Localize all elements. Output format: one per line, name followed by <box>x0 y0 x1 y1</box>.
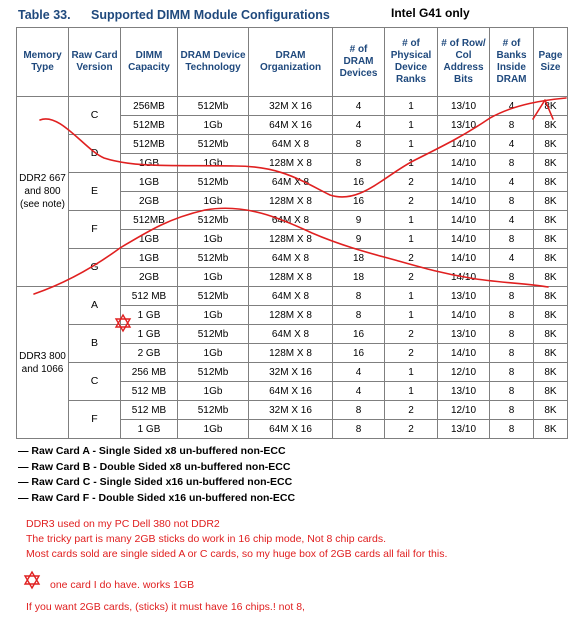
table-cell: 1Gb <box>178 382 249 401</box>
table-cell: 512 MB <box>121 401 178 420</box>
table-cell: 8K <box>534 420 568 439</box>
star-note: one card I do have. works 1GB <box>50 579 195 591</box>
table-cell: 4 <box>490 249 534 268</box>
table-cell: 8 <box>490 344 534 363</box>
table-cell: 1Gb <box>178 230 249 249</box>
final-note: If you want 2GB cards, (sticks) it must have 16 chips.! not 8, <box>26 601 305 613</box>
table-cell: 1GB <box>121 249 178 268</box>
raw-card-cell: F <box>69 211 121 249</box>
table-cell: 1 <box>385 211 438 230</box>
raw-card-cell: D <box>69 135 121 173</box>
table-cell: 14/10 <box>438 268 490 287</box>
legend-item: — Raw Card B - Double Sided x8 un-buffered non-ECC <box>18 460 291 473</box>
table-title: Supported DIMM Module Configurations <box>91 8 330 22</box>
table-cell: 1Gb <box>178 116 249 135</box>
table-cell: 32M X 16 <box>249 363 333 382</box>
table-cell: 128M X 8 <box>249 344 333 363</box>
dimm-config-table <box>16 27 568 439</box>
column-header: Memory Type <box>17 28 69 97</box>
table-row <box>17 173 568 192</box>
table-cell: 64M X 16 <box>249 382 333 401</box>
table-cell: 8 <box>333 306 385 325</box>
table-cell: 32M X 16 <box>249 401 333 420</box>
table-cell: 8 <box>490 325 534 344</box>
table-cell: 1Gb <box>178 154 249 173</box>
column-header: # of Physical Device Ranks <box>385 28 438 97</box>
table-cell: 18 <box>333 249 385 268</box>
table-cell: 8K <box>534 173 568 192</box>
table-cell: 512MB <box>121 211 178 230</box>
table-row <box>17 325 568 344</box>
table-cell: 512Mb <box>178 325 249 344</box>
table-cell: 8 <box>333 287 385 306</box>
table-cell: 13/10 <box>438 325 490 344</box>
table-cell: 4 <box>490 211 534 230</box>
table-cell: 1 <box>385 306 438 325</box>
table-cell: 8 <box>490 420 534 439</box>
table-cell: 8K <box>534 344 568 363</box>
table-cell: 8K <box>534 382 568 401</box>
annotation-line: Most cards sold are single sided A or C cards, so my huge box of 2GB cards all fail for this. <box>26 548 448 560</box>
table-cell: 512Mb <box>178 97 249 116</box>
table-cell: 13/10 <box>438 97 490 116</box>
table-cell: 14/10 <box>438 135 490 154</box>
table-cell: 8K <box>534 306 568 325</box>
table-cell: 13/10 <box>438 116 490 135</box>
table-cell: 2 <box>385 173 438 192</box>
table-cell: 1 <box>385 116 438 135</box>
table-number: Table 33. <box>18 8 71 22</box>
raw-card-cell: E <box>69 173 121 211</box>
table-cell: 2 <box>385 344 438 363</box>
table-cell: 8K <box>534 401 568 420</box>
column-header: DRAM Device Technology <box>178 28 249 97</box>
table-cell: 16 <box>333 325 385 344</box>
table-cell: 512Mb <box>178 287 249 306</box>
table-cell: 128M X 8 <box>249 192 333 211</box>
table-cell: 8K <box>534 192 568 211</box>
table-cell: 1Gb <box>178 306 249 325</box>
table-cell: 2 <box>385 249 438 268</box>
table-cell: 128M X 8 <box>249 154 333 173</box>
table-cell: 14/10 <box>438 154 490 173</box>
table-cell: 8K <box>534 249 568 268</box>
table-cell: 64M X 8 <box>249 287 333 306</box>
table-cell: 13/10 <box>438 382 490 401</box>
table-cell: 512Mb <box>178 173 249 192</box>
memory-type-cell: DDR2 667 and 800 (see note) <box>17 97 69 287</box>
table-cell: 1Gb <box>178 268 249 287</box>
table-cell: 8K <box>534 135 568 154</box>
table-cell: 8K <box>534 97 568 116</box>
table-cell: 13/10 <box>438 420 490 439</box>
table-cell: 8 <box>490 287 534 306</box>
chipset-note: Intel G41 only <box>391 6 470 20</box>
table-cell: 1GB <box>121 230 178 249</box>
table-cell: 16 <box>333 192 385 211</box>
table-cell: 8 <box>333 135 385 154</box>
table-cell: 1 GB <box>121 325 178 344</box>
table-cell: 4 <box>490 97 534 116</box>
table-cell: 1 <box>385 97 438 116</box>
table-cell: 64M X 8 <box>249 325 333 344</box>
table-cell: 1 <box>385 135 438 154</box>
legend-item: — Raw Card F - Double Sided x16 un-buffered non-ECC <box>18 491 296 504</box>
table-cell: 1 <box>385 382 438 401</box>
table-cell: 8 <box>490 382 534 401</box>
table-cell: 8 <box>490 230 534 249</box>
table-cell: 64M X 8 <box>249 249 333 268</box>
table-cell: 1 GB <box>121 306 178 325</box>
table-cell: 8K <box>534 287 568 306</box>
column-header: Page Size <box>534 28 568 97</box>
table-cell: 9 <box>333 211 385 230</box>
table-cell: 1Gb <box>178 344 249 363</box>
table-cell: 128M X 8 <box>249 306 333 325</box>
table-cell: 8K <box>534 325 568 344</box>
column-header: Raw Card Version <box>69 28 121 97</box>
annotation-line: The tricky part is many 2GB sticks do work in 16 chip mode, Not 8 chip cards. <box>26 533 387 545</box>
table-cell: 512Mb <box>178 401 249 420</box>
table-cell: 14/10 <box>438 230 490 249</box>
table-cell: 8 <box>490 192 534 211</box>
table-cell: 64M X 16 <box>249 420 333 439</box>
table-row <box>17 401 568 420</box>
table-cell: 1 GB <box>121 420 178 439</box>
table-cell: 14/10 <box>438 249 490 268</box>
table-cell: 2GB <box>121 268 178 287</box>
memory-type-cell: DDR3 800 and 1066 <box>17 287 69 439</box>
table-row <box>17 135 568 154</box>
table-cell: 13/10 <box>438 287 490 306</box>
table-cell: 512Mb <box>178 363 249 382</box>
table-cell: 1Gb <box>178 420 249 439</box>
annotation-line: DDR3 used on my PC Dell 380 not DDR2 <box>26 518 220 530</box>
table-cell: 14/10 <box>438 173 490 192</box>
table-cell: 4 <box>333 363 385 382</box>
table-cell: 2 <box>385 420 438 439</box>
table-cell: 32M X 16 <box>249 97 333 116</box>
table-cell: 8K <box>534 230 568 249</box>
table-cell: 512Mb <box>178 211 249 230</box>
table-cell: 4 <box>333 382 385 401</box>
column-header: # of DRAM Devices <box>333 28 385 97</box>
table-cell: 16 <box>333 344 385 363</box>
table-cell: 18 <box>333 268 385 287</box>
table-row <box>17 287 568 306</box>
table-cell: 512 MB <box>121 382 178 401</box>
column-header: DIMM Capacity <box>121 28 178 97</box>
table-cell: 512MB <box>121 135 178 154</box>
table-cell: 2 <box>385 268 438 287</box>
table-cell: 128M X 8 <box>249 230 333 249</box>
table-cell: 12/10 <box>438 363 490 382</box>
table-cell: 4 <box>333 116 385 135</box>
annotation-paragraph <box>26 517 447 562</box>
table-cell: 64M X 8 <box>249 173 333 192</box>
table-cell: 1 <box>385 363 438 382</box>
table-cell: 2GB <box>121 192 178 211</box>
legend-item: — Raw Card C - Single Sided x16 un-buffered non-ECC <box>18 476 293 488</box>
table-cell: 14/10 <box>438 306 490 325</box>
table-cell: 1GB <box>121 154 178 173</box>
table-cell: 8 <box>490 363 534 382</box>
table-cell: 1GB <box>121 173 178 192</box>
table-row <box>17 211 568 230</box>
raw-card-cell: A <box>69 287 121 325</box>
table-cell: 256 MB <box>121 363 178 382</box>
star-icon <box>25 576 39 588</box>
table-cell: 4 <box>490 173 534 192</box>
table-row <box>17 363 568 382</box>
table-cell: 256MB <box>121 97 178 116</box>
table-cell: 8K <box>534 154 568 173</box>
table-cell: 8K <box>534 116 568 135</box>
table-cell: 2 GB <box>121 344 178 363</box>
raw-card-cell: F <box>69 401 121 439</box>
table-cell: 12/10 <box>438 401 490 420</box>
table-cell: 8K <box>534 363 568 382</box>
table-cell: 2 <box>385 401 438 420</box>
table-cell: 512MB <box>121 116 178 135</box>
star-icon <box>25 572 39 584</box>
legend-item: — Raw Card A - Single Sided x8 un-buffered non-ECC <box>18 445 286 457</box>
table-cell: 16 <box>333 173 385 192</box>
table-cell: 14/10 <box>438 192 490 211</box>
table-cell: 512Mb <box>178 249 249 268</box>
table-cell: 1 <box>385 154 438 173</box>
table-cell: 8 <box>490 401 534 420</box>
column-header: DRAM Organization <box>249 28 333 97</box>
raw-card-cell: C <box>69 363 121 401</box>
raw-card-cell: B <box>69 325 121 363</box>
table-cell: 1Gb <box>178 192 249 211</box>
table-cell: 14/10 <box>438 344 490 363</box>
table-cell: 64M X 8 <box>249 211 333 230</box>
table-cell: 128M X 8 <box>249 268 333 287</box>
raw-card-cell: G <box>69 249 121 287</box>
table-cell: 64M X 16 <box>249 116 333 135</box>
table-row <box>17 97 568 116</box>
table-cell: 4 <box>490 135 534 154</box>
table-cell: 8 <box>333 154 385 173</box>
table-cell: 512Mb <box>178 135 249 154</box>
column-header: # of Row/ Col Address Bits <box>438 28 490 97</box>
raw-card-cell: C <box>69 97 121 135</box>
table-cell: 8 <box>490 154 534 173</box>
table-cell: 1 <box>385 230 438 249</box>
table-cell: 8 <box>333 401 385 420</box>
table-cell: 14/10 <box>438 211 490 230</box>
table-cell: 4 <box>333 97 385 116</box>
table-cell: 1 <box>385 287 438 306</box>
table-cell: 8K <box>534 268 568 287</box>
table-cell: 8 <box>490 306 534 325</box>
raw-card-legend <box>18 444 295 506</box>
table-cell: 8 <box>490 116 534 135</box>
header-row <box>17 28 568 97</box>
table-row <box>17 249 568 268</box>
table-cell: 8 <box>490 268 534 287</box>
table-cell: 2 <box>385 325 438 344</box>
table-title-bar <box>18 6 478 24</box>
table-cell: 64M X 8 <box>249 135 333 154</box>
column-header: # of Banks Inside DRAM <box>490 28 534 97</box>
table-cell: 8 <box>333 420 385 439</box>
table-cell: 8K <box>534 211 568 230</box>
table-cell: 2 <box>385 192 438 211</box>
table-cell: 512 MB <box>121 287 178 306</box>
table-cell: 9 <box>333 230 385 249</box>
